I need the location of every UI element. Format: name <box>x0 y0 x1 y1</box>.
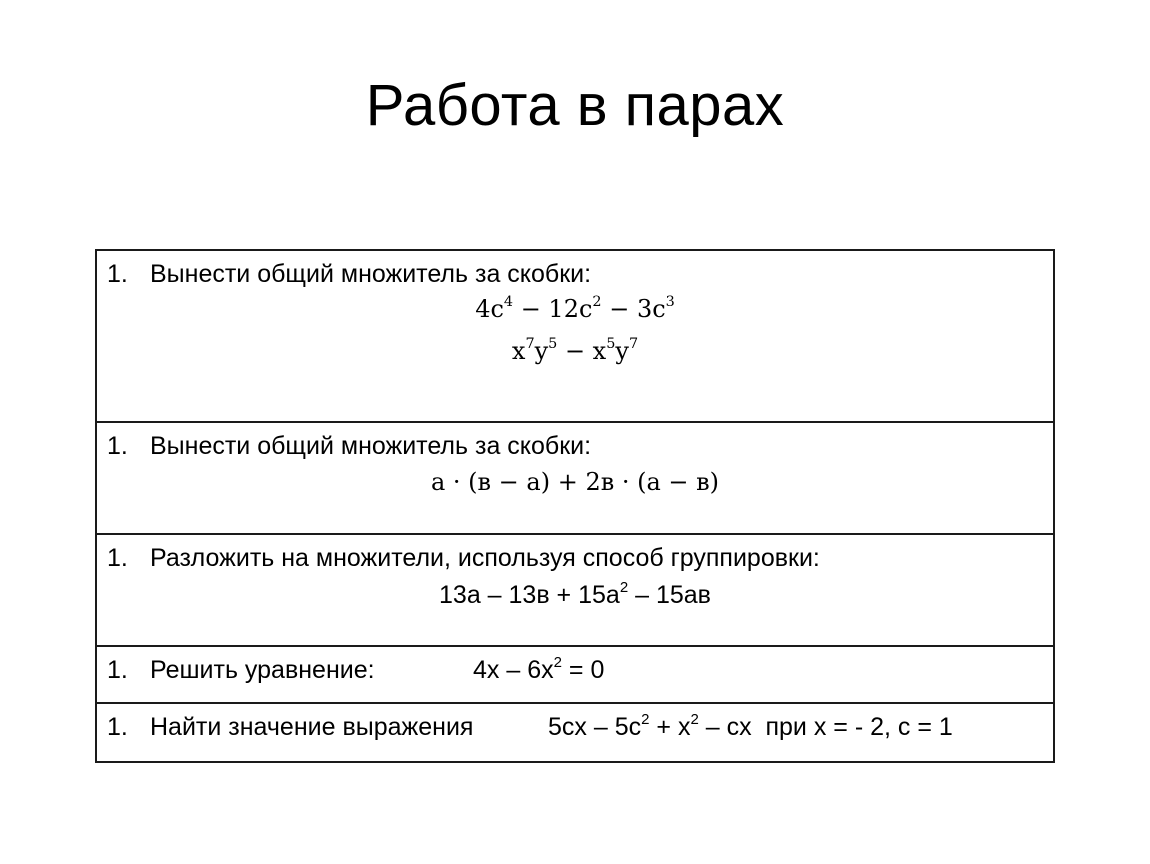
task-row <box>97 647 1053 704</box>
task-row <box>97 251 1053 423</box>
task-row <box>97 704 1053 761</box>
page-title: Работа в парах <box>365 73 785 138</box>
task-expression: $5сх - 5с^2 + х^2$ – сх при х = - 2, с = 1 <box>548 710 953 741</box>
task-number: 1. <box>107 260 128 288</box>
task-text: Вынести общий множитель за скобки: <box>150 260 592 288</box>
task-text: Вынести общий множитель за скобки: <box>150 432 592 460</box>
task-number: 1. <box>107 656 128 684</box>
task-formula: а · (в − а) + 2в · (а − в) <box>430 468 720 496</box>
task-text: Найти значение выражения <box>150 713 474 741</box>
task-number: 1. <box>107 713 128 741</box>
task-row <box>97 423 1053 535</box>
task-formula: $13а - 13в + 15а^2 - 15ав$ <box>439 578 711 609</box>
task-row <box>97 535 1053 647</box>
task-number: 1. <box>107 432 128 460</box>
task-formula: $x^7y^5 - x^5y^7$ <box>511 336 639 365</box>
task-text: Решить уравнение: <box>150 656 375 684</box>
task-text: Разложить на множители, используя способ группировки: <box>150 544 820 572</box>
task-formula: $4c^4 - 12c^2 - 3c^3$ <box>475 294 675 323</box>
task-number: 1. <box>107 544 128 572</box>
task-table <box>95 249 1055 763</box>
task-expression: $4х - 6х^2 = 0$ <box>473 653 605 684</box>
